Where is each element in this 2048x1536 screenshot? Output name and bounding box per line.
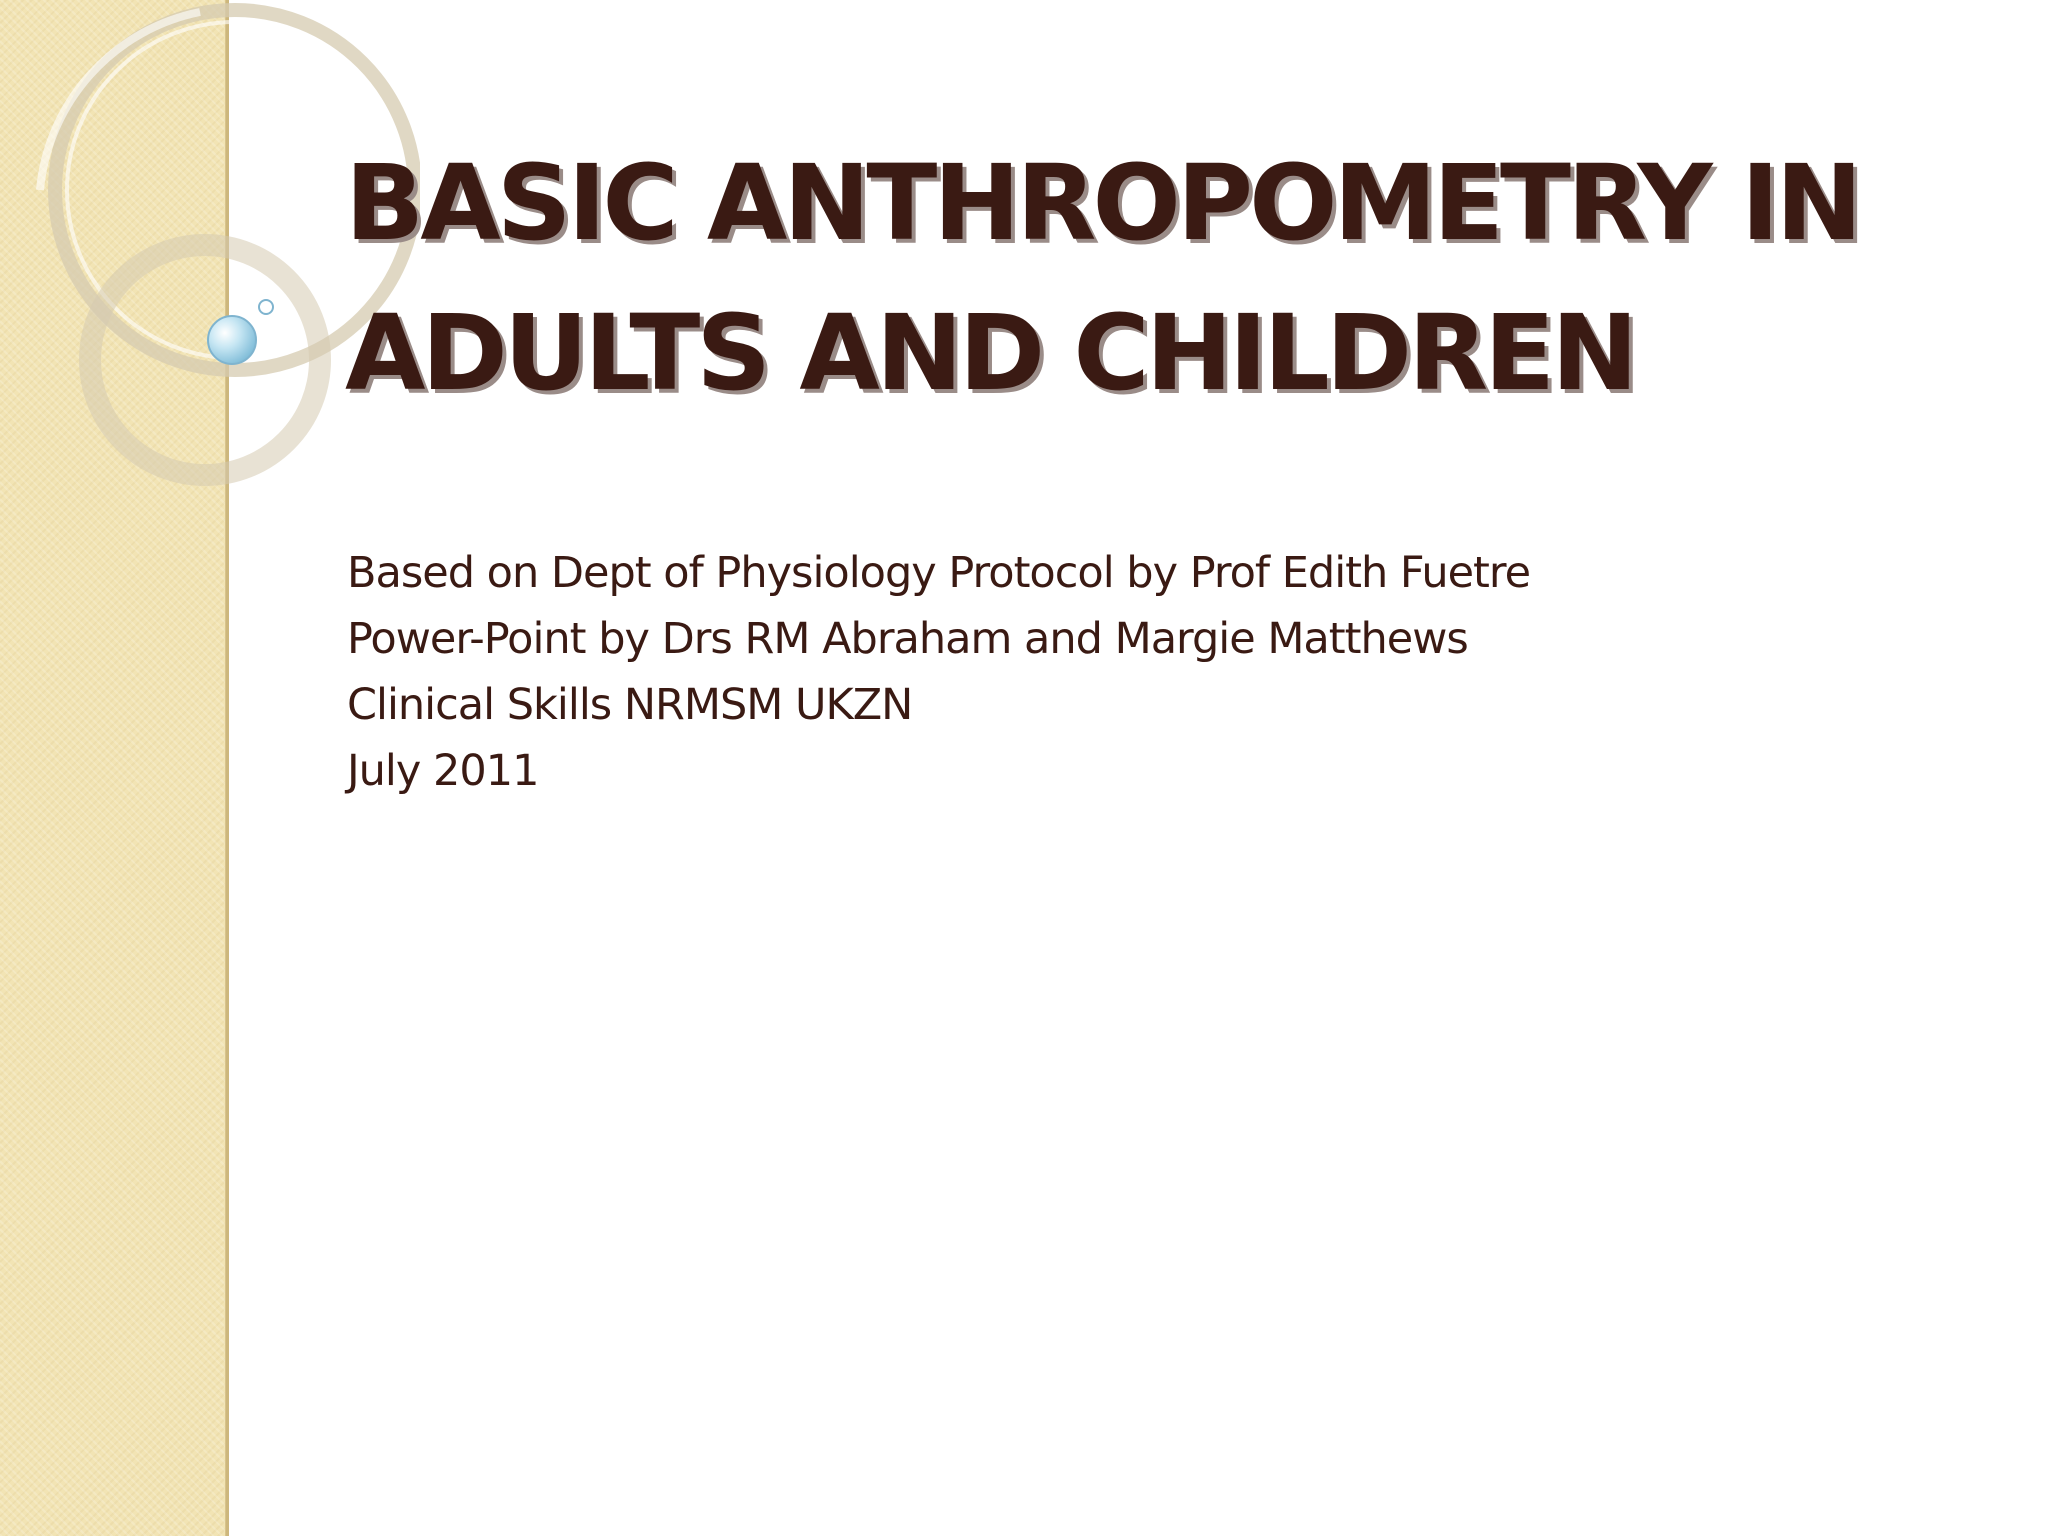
slide-title	[345, 128, 1965, 428]
bubble-icon	[208, 316, 256, 364]
small-bubble-icon	[259, 300, 273, 314]
title-line-1: BASIC ANTHROPOMETRY IN	[345, 142, 1859, 264]
slide-subtitle	[347, 540, 1947, 804]
subtitle-line-date: July 2011	[347, 746, 539, 796]
title-line-2: ADULTS AND CHILDREN	[345, 292, 1635, 414]
subtitle-line-authors: Power-Point by Drs RM Abraham and Margie Matthews	[347, 614, 1468, 664]
subtitle-line-protocol: Based on Dept of Physiology Protocol by Prof Edith Fuetre	[347, 548, 1531, 598]
subtitle-line-institution: Clinical Skills NRMSM UKZN	[347, 680, 913, 730]
